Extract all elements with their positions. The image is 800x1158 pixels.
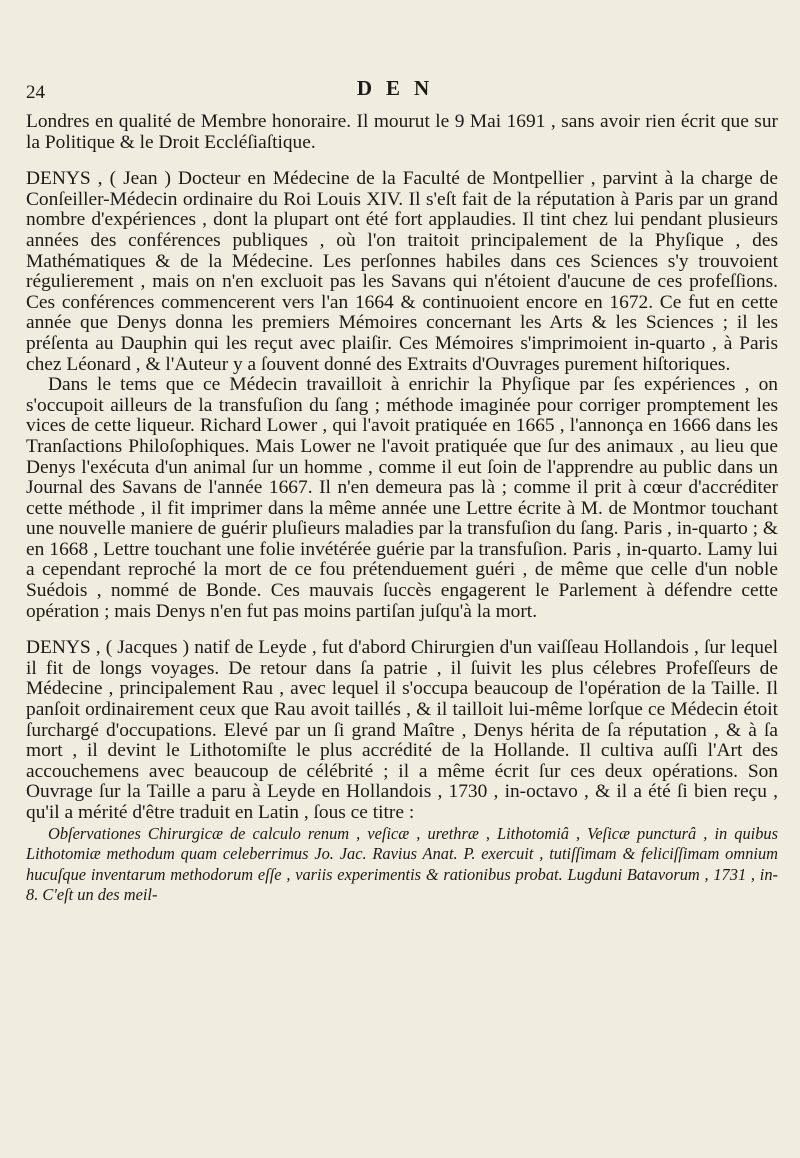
latin-title-citation: Obſervationes Chirurgicæ de calculo renum , veſicæ , urethræ , Lithotomiâ , Veſicæ puncturâ , in quibus Lithotomiæ methodum quam celeberrimus Jo. Jac. Ravius Anat. P. exercuit , tutiſſimam & feliciſſimam omnium hucuſque inventarum methodorum eſſe , variis experimentis & rationibus probat. Lugduni Batavorum , 1731 , in-8. C'eſt un des meil- <box>26 823 778 905</box>
page-number: 24 <box>26 82 45 103</box>
entry-denys-jean: DENYS , ( Jean ) Docteur en Médecine de la Faculté de Montpellier , parvint à la charge de Conſeiller-Médecin ordinaire du Roi Louis XIV. Il s'eſt fait de la réputation à Paris par un grand nombre d'expériences , dont la plupart ont été fort applaudies. Il tint chez lui pendant plusieurs années des conférences publiques , où l'on traitoit principalement de la Phyſique , des Mathématiques & de la Médecine. Les perſonnes habiles dans ces Sciences s'y trouvoient régulierement , mais on n'en excluoit pas les Savans qui n'étoient d'aucune de ces profeſſions. Ces conférences commencerent vers l'an 1664 & continuoient encore en 1672. Ce fut en cette année que Denys donna les premiers Mémoires concernant les Arts & les Sciences ; il les préſenta au Dauphin qui les reçut avec plaiſir. Ces Mémoires s'imprimoient in-quarto , à Paris chez Léonard , & l'Auteur y a ſouvent donné des Extraits d'Ouvrages purement hiſtoriques. <box>26 168 778 375</box>
paragraph-continuation: Londres en qualité de Membre honoraire. Il mourut le 9 Mai 1691 , sans avoir rien écrit que sur la Politique & le Droit Eccléſiaſtique. <box>26 111 778 153</box>
page-body <box>26 112 778 906</box>
running-head: DEN <box>356 76 444 100</box>
paragraph-transfusion: Dans le tems que ce Médecin travailloit à enrichir la Phyſique par ſes expériences , on s'occupoit ailleurs de la transfuſion du ſang ; méthode imaginée pour corriger promptement les vices de cette liqueur. Richard Lower , qui l'avoit pratiquée en 1665 , l'annonça en 1666 dans les Tranſactions Philoſophiques. Mais Lower ne l'avoit pratiquée que ſur des animaux , au lieu que Denys l'exécuta d'un animal ſur un homme , comme il eut ſoin de l'apprendre au public dans un Journal des Savans de l'année 1667. Il n'en demeura pas là ; comme il prit à cœur d'accréditer cette méthode , il fit imprimer dans la même année une Lettre écrite à M. de Montmor touchant une nouvelle maniere de guérir pluſieurs maladies par la transfuſion du ſang. Paris , in-quarto ; & en 1668 , Lettre touchant une folie invétérée guérie par la transfuſion. Paris , in-quarto. Lamy lui a cependant reproché la mort de ce fou prétenduement guéri , de même que celle d'un noble Suédois , nommé de Bonde. Ces mauvais ſuccès engagerent le Parlement à défendre cette opération ; mais Denys n'en fut pas moins partiſan juſqu'à la mort. <box>26 374 778 622</box>
page-header <box>26 76 774 102</box>
entry-denys-jacques: DENYS , ( Jacques ) natif de Leyde , fut d'abord Chirurgien d'un vaiſſeau Hollandois , ſur lequel il fit de longs voyages. De retour dans ſa patrie , il ſuivit les plus célebres Profeſſeurs de Médecine , principalement Rau , avec lequel il s'occupa beaucoup de l'opération de la Taille. Il panſoit ordinairement ceux que Rau avoit taillés , & il tailloit lui-même lorſque ce Médecin étoit ſurchargé d'occupations. Elevé par un ſi grand Maître , Denys hérita de ſa réputation , & à ſa mort , il devint le Lithotomiſte le plus accrédité de la Hollande. Il cultiva auſſi l'Art des accouchemens avec beaucoup de célébrité ; il a même écrit ſur ces deux opérations. Son Ouvrage ſur la Taille a paru à Leyde en Hollandois , 1730 , in-octavo , & il a été ſi bien reçu , qu'il a mérité d'être traduit en Latin , ſous ce titre : <box>26 637 778 823</box>
